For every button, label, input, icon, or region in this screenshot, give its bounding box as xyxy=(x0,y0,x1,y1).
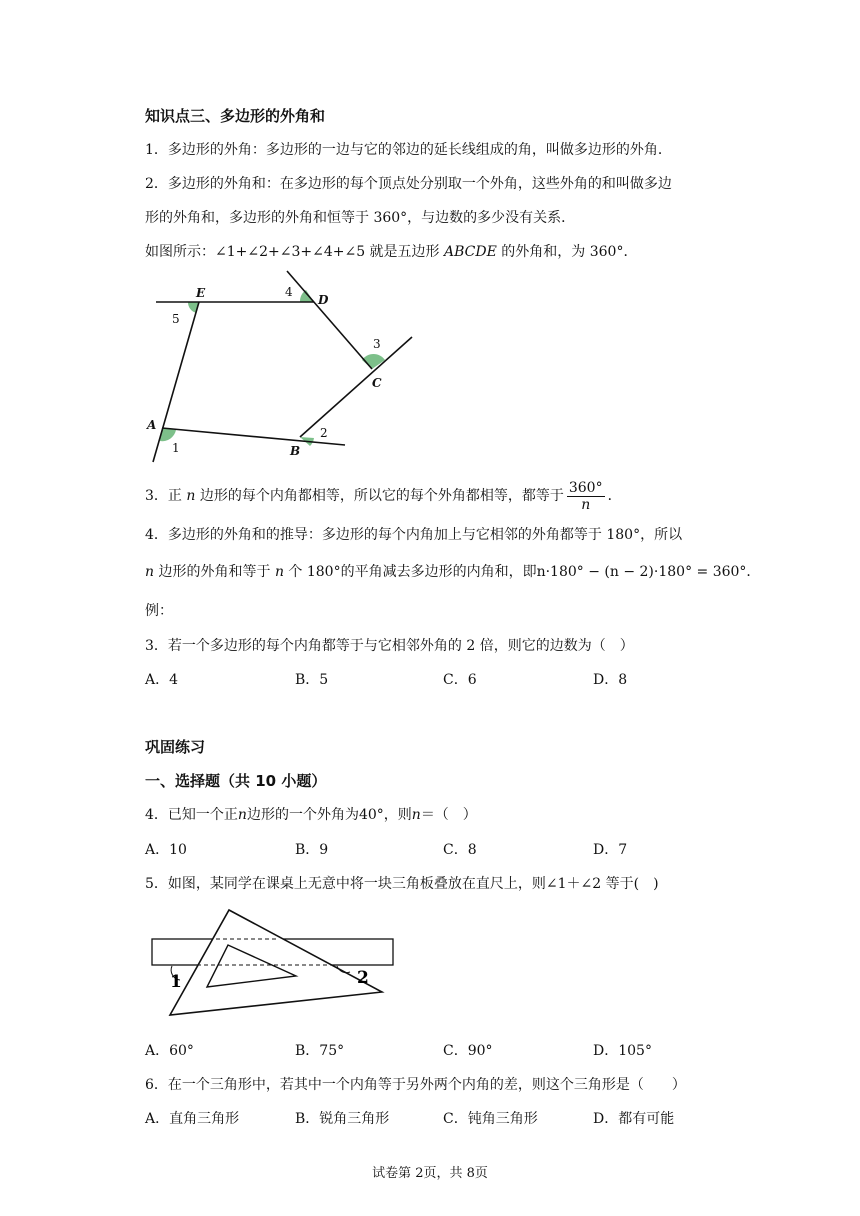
question-6: 6．在一个三角形中，若其中一个内角等于另外两个内角的差，则这个三角形是（ ） xyxy=(145,1077,686,1093)
question-3: 3．若一个多边形的每个内角都等于与它相邻外角的 2 倍，则它的边数为（ ） xyxy=(145,638,634,654)
label-angle-2: 2 xyxy=(357,968,369,988)
q3-option-d[interactable]: D．8 xyxy=(593,672,628,688)
text: 边形的外角和等于 xyxy=(154,564,275,580)
label-3: 3 xyxy=(373,337,381,351)
paragraph-4a: 4．多边形的外角和的推导：多边形的每个内角加上与它相邻的外角都等于 180°，所以 xyxy=(145,527,683,543)
q5-option-d[interactable]: D．105° xyxy=(593,1043,652,1059)
q3-option-c[interactable]: C．6 xyxy=(443,672,477,688)
label-5: 5 xyxy=(172,312,180,326)
paragraph-2c xyxy=(145,242,637,262)
label-e: E xyxy=(196,286,206,300)
var-n: n xyxy=(145,564,155,580)
q3-option-a[interactable]: A．4 xyxy=(145,672,179,688)
question-4 xyxy=(145,805,477,825)
fraction xyxy=(567,480,605,513)
q6-option-b[interactable]: B．锐角三角形 xyxy=(295,1111,390,1127)
var-n: n xyxy=(237,807,247,823)
text: 的外角和，为 360°． xyxy=(496,244,638,260)
label-b: B xyxy=(290,444,301,458)
formula: n·180° − (n − 2)·180° = 360°． xyxy=(536,564,761,580)
label-2: 2 xyxy=(320,426,328,440)
ruler-triangle-figure xyxy=(145,905,400,1020)
practice-subtitle: 一、选择题（共 10 小题） xyxy=(145,772,327,790)
q4-option-a[interactable]: A．10 xyxy=(145,842,187,858)
q5-option-a[interactable]: A．60° xyxy=(145,1043,194,1059)
q4-option-c[interactable]: C．8 xyxy=(443,842,477,858)
paragraph-4b xyxy=(145,562,760,582)
label-c: C xyxy=(372,376,382,390)
text: ． xyxy=(607,488,622,504)
q5-option-b[interactable]: B．75° xyxy=(295,1043,345,1059)
question-5: 5．如图，某同学在课桌上无意中将一块三角板叠放在直尺上，则∠1＋∠2 等于( ) xyxy=(145,876,659,892)
label-a: A xyxy=(147,418,157,432)
polygon-name: ABCDE xyxy=(444,244,497,260)
paragraph-1: 1．多边形的外角：多边形的一边与它的邻边的延长线组成的角，叫做多边形的外角． xyxy=(145,142,672,158)
label-angle-1: 1 xyxy=(170,972,182,992)
line-ab xyxy=(162,428,345,445)
line-dc xyxy=(287,271,372,369)
var-n: n xyxy=(411,807,421,823)
q4-option-b[interactable]: B．9 xyxy=(295,842,329,858)
q5-option-c[interactable]: C．90° xyxy=(443,1043,493,1059)
line-ea xyxy=(153,302,199,462)
text: 边形的每个内角都相等，所以它的每个外角都相等，都等于 xyxy=(195,488,564,504)
var-n: n xyxy=(274,564,284,580)
line-cb xyxy=(300,337,412,437)
label-4: 4 xyxy=(285,285,293,299)
paragraph-3 xyxy=(145,478,622,514)
page-footer: 试卷第 2页，共 8页 xyxy=(372,1166,488,1181)
paragraph-2a: 2．多边形的外角和：在多边形的每个顶点处分别取一个外角，这些外角的和叫做多边 xyxy=(145,176,672,192)
example-label: 例： xyxy=(145,603,173,619)
section-title: 知识点三、多边形的外角和 xyxy=(145,107,326,125)
q6-option-a[interactable]: A．直角三角形 xyxy=(145,1111,240,1127)
q6-option-c[interactable]: C．钝角三角形 xyxy=(443,1111,538,1127)
text: 个 180°的平角减去多边形的内角和，即 xyxy=(283,564,537,580)
pentagon-figure xyxy=(140,265,430,470)
text: 如图所示：∠1+∠2+∠3+∠4+∠5 就是五边形 xyxy=(145,244,445,260)
var-n: n xyxy=(186,488,196,504)
fraction-numerator: 360° xyxy=(568,479,603,496)
q3-option-b[interactable]: B．5 xyxy=(295,672,329,688)
text: 边形的一个外角为40°，则 xyxy=(246,807,412,823)
practice-title: 巩固练习 xyxy=(145,738,206,756)
text: 3．正 xyxy=(145,488,187,504)
fraction-denominator: n xyxy=(581,496,591,513)
text: 4．已知一个正 xyxy=(145,807,238,823)
text: ＝（ ） xyxy=(420,807,477,823)
paragraph-2b: 形的外角和，多边形的外角和恒等于 360°，与边数的多少没有关系． xyxy=(145,210,576,226)
label-1: 1 xyxy=(172,441,180,455)
q6-option-d[interactable]: D．都有可能 xyxy=(593,1111,675,1127)
label-d: D xyxy=(318,293,329,307)
q4-option-d[interactable]: D．7 xyxy=(593,842,628,858)
